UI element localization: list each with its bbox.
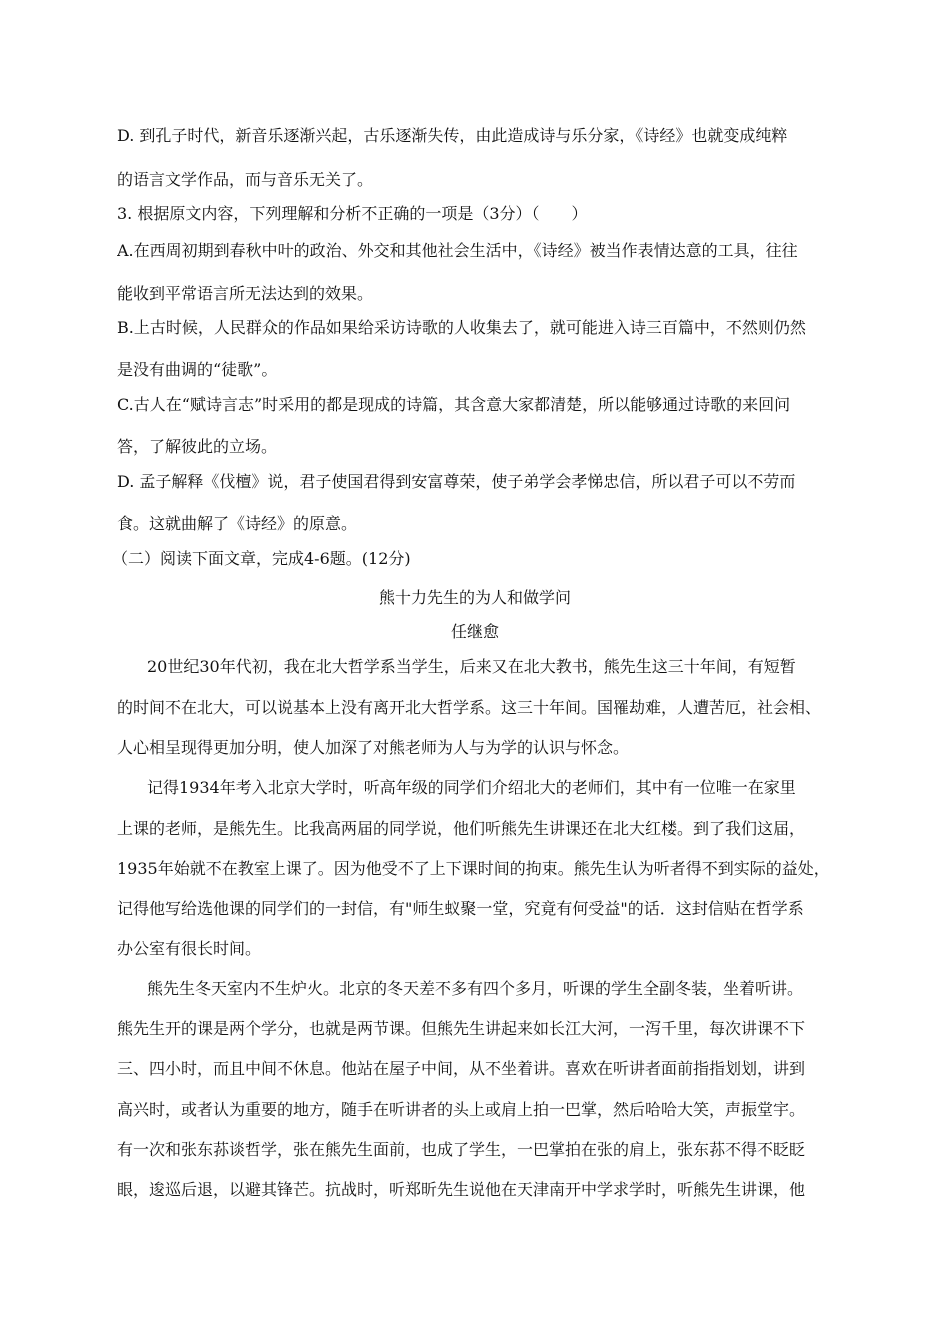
q3-option-c-line-1: C.古人在“赋诗言志”时采用的都是现成的诗篇，其含意大家都清楚，所以能够通过诗歌的来回问	[117, 395, 791, 414]
q3-option-b-line-1: B.上古时候，人民群众的作品如果给采访诗歌的人收集去了，就可能进入诗三百篇中，不然则仍然	[117, 318, 806, 337]
paragraph-3-line-6: 眼，逡巡后退，以避其锋芒。抗战时，听郑昕先生说他在天津南开中学求学时，听熊先生讲课，他	[117, 1180, 806, 1199]
section-heading: （二）阅读下面文章，完成4-6题。(12分)	[112, 549, 411, 568]
paragraph-1-line-1: 20世纪30年代初，我在北大哲学系当学生，后来又在北大教书，熊先生这三十年间，有短暂	[147, 657, 796, 676]
article-title: 熊十力先生的为人和做学问	[378, 588, 571, 607]
paragraph-3-line-4: 高兴时，或者认为重要的地方，随手在听讲者的头上或肩上拍一巴掌，然后哈哈大笑，声振堂宇。	[117, 1100, 806, 1119]
paragraph-3-line-5: 有一次和张东荪谈哲学，张在熊先生面前，也成了学生，一巴掌拍在张的肩上，张东荪不得不眨眨	[117, 1140, 806, 1159]
paragraph-2-line-3: 1935年始就不在教室上课了。因为他受不了上下课时间的拘束。熊先生认为听者得不到实际的益处，	[117, 859, 830, 878]
q3-option-c-line-2: 答，了解彼此的立场。	[117, 437, 278, 456]
paragraph-2-line-5: 办公室有很长时间。	[117, 939, 262, 958]
q3-option-a-line-1: A.在西周初期到春秋中叶的政治、外交和其他社会生活中，《诗经》被当作表情达意的工具，往往	[117, 241, 798, 260]
q2-option-d-line-1: D. 到孔子时代，新音乐逐渐兴起，古乐逐渐失传，由此造成诗与乐分家，《诗经》也就变成纯粹	[117, 126, 788, 145]
article-author: 任继愈	[450, 622, 499, 641]
q3-stem: 3. 根据原文内容，下列理解和分析不正确的一项是（3分）（ ）	[117, 204, 588, 223]
paragraph-3-line-3: 三、四小时，而且中间不休息。他站在屋子中间，从不坐着讲。喜欢在听讲者面前指指划划，讲到	[117, 1059, 806, 1078]
paragraph-1-line-2: 的时间不在北大，可以说基本上没有离开北大哲学系。这三十年间。国罹劫难，人遭苦厄，社会相、	[117, 698, 822, 717]
q3-option-b-line-2: 是没有曲调的“徒歌”。	[117, 360, 278, 379]
q3-option-a-line-2: 能收到平常语言所无法达到的效果。	[117, 284, 374, 303]
q2-option-d-line-2: 的语言文学作品，而与音乐无关了。	[117, 170, 374, 189]
q3-option-d-line-1: D. 孟子解释《伐檀》说，君子使国君得到安富尊荣，使子弟学会孝悌忠信，所以君子可以不劳而	[117, 472, 796, 491]
q3-option-d-line-2: 食。这就曲解了《诗经》的原意。	[117, 514, 358, 533]
paragraph-3-line-1: 熊先生冬天室内不生炉火。北京的冬天差不多有四个多月，听课的学生全副冬装，坐着听讲。	[147, 979, 804, 998]
paragraph-3-line-2: 熊先生开的课是两个学分，也就是两节课。但熊先生讲起来如长江大河，一泻千里，每次讲课不下	[117, 1019, 806, 1038]
paragraph-2-line-2: 上课的老师，是熊先生。比我高两届的同学说，他们听熊先生讲课还在北大红楼。到了我们这届，	[117, 819, 806, 838]
paragraph-1-line-3: 人心相呈现得更加分明，使人加深了对熊老师为人与为学的认识与怀念。	[117, 738, 630, 757]
paragraph-2-line-4: 记得他写给选他课的同学们的一封信，有"师生蚁聚一堂，究竟有何受益"的话．这封信贴在哲学系	[117, 899, 804, 918]
paragraph-2-line-1: 记得1934年考入北京大学时，听高年级的同学们介绍北大的老师们，其中有一位唯一在家里	[147, 778, 796, 797]
